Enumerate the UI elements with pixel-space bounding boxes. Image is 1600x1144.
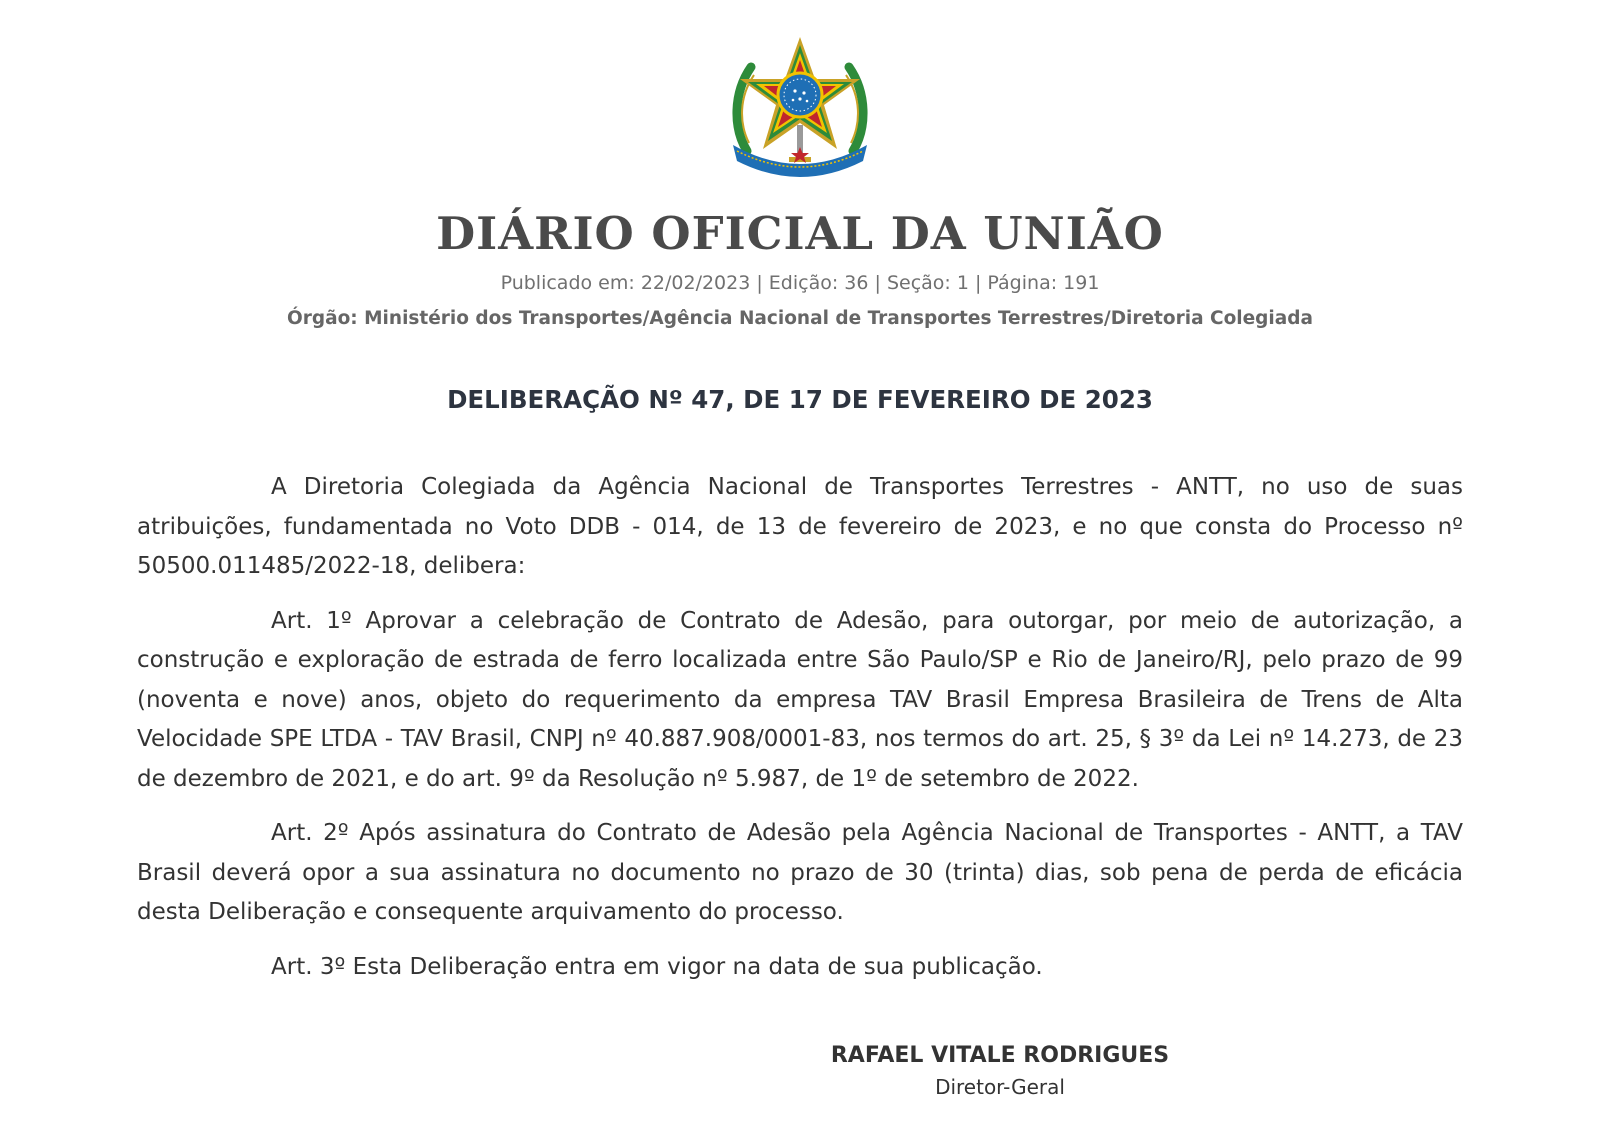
document-body: [137, 468, 1463, 1002]
signatory-role: Diretor-Geral: [935, 1075, 1065, 1099]
document-title: DELIBERAÇÃO Nº 47, DE 17 DE FEVEREIRO DE 2023: [447, 385, 1153, 414]
journal-title: DIÁRIO OFICIAL DA UNIÃO: [436, 207, 1164, 260]
paragraph-art-3: Art. 3º Esta Deliberação entra em vigor na data de sua publicação.: [271, 953, 1043, 980]
publication-info: Publicado em: 22/02/2023 | Edição: 36 | Seção: 1 | Página: 191: [500, 272, 1100, 294]
paragraph-preamble: A Diretoria Colegiada da Agência Nacional de Transportes Terrestres - ANTT, no uso de suas atribuições, fundamentada no Voto DDB - 014, de 13 de fevereiro de 2023, e no que consta do Processo nº 50500.011485/2022-18, delibera:: [137, 474, 1463, 579]
coat-of-arms-icon: [727, 33, 873, 179]
signatory-name: RAFAEL VITALE RODRIGUES: [830, 1043, 1170, 1068]
paragraph-art-2: Art. 2º Após assinatura do Contrato de Adesão pela Agência Nacional de Transportes - ANTT, a TAV Brasil deverá opor a sua assinatura no documento no prazo de 30 (trinta) dias, sob pena de perda de eficácia desta Deliberação e consequente arquivamento do processo.: [137, 820, 1463, 925]
signature-block: [820, 1040, 1180, 1102]
issuing-agency: Órgão: Ministério dos Transportes/Agência Nacional de Transportes Terrestres/Diretoria Colegiada: [287, 308, 1313, 329]
paragraph-art-1: Art. 1º Aprovar a celebração de Contrato de Adesão, para outorgar, por meio de autorização, a construção e exploração de estrada de ferro localizada entre São Paulo/SP e Rio de Janeiro/RJ, pelo prazo de 99 (noventa e nove) anos, objeto do requerimento da empresa TAV Brasil Empresa Brasileira de Trens de Alta Velocidade SPE LTDA - TAV Brasil, CNPJ nº 40.887.908/0001-83, nos termos do art. 25, § 3º da Lei nº 14.273, de 23 de dezembro de 2021, e do art. 9º da Resolução nº 5.987, de 1º de setembro de 2022.: [137, 607, 1463, 792]
